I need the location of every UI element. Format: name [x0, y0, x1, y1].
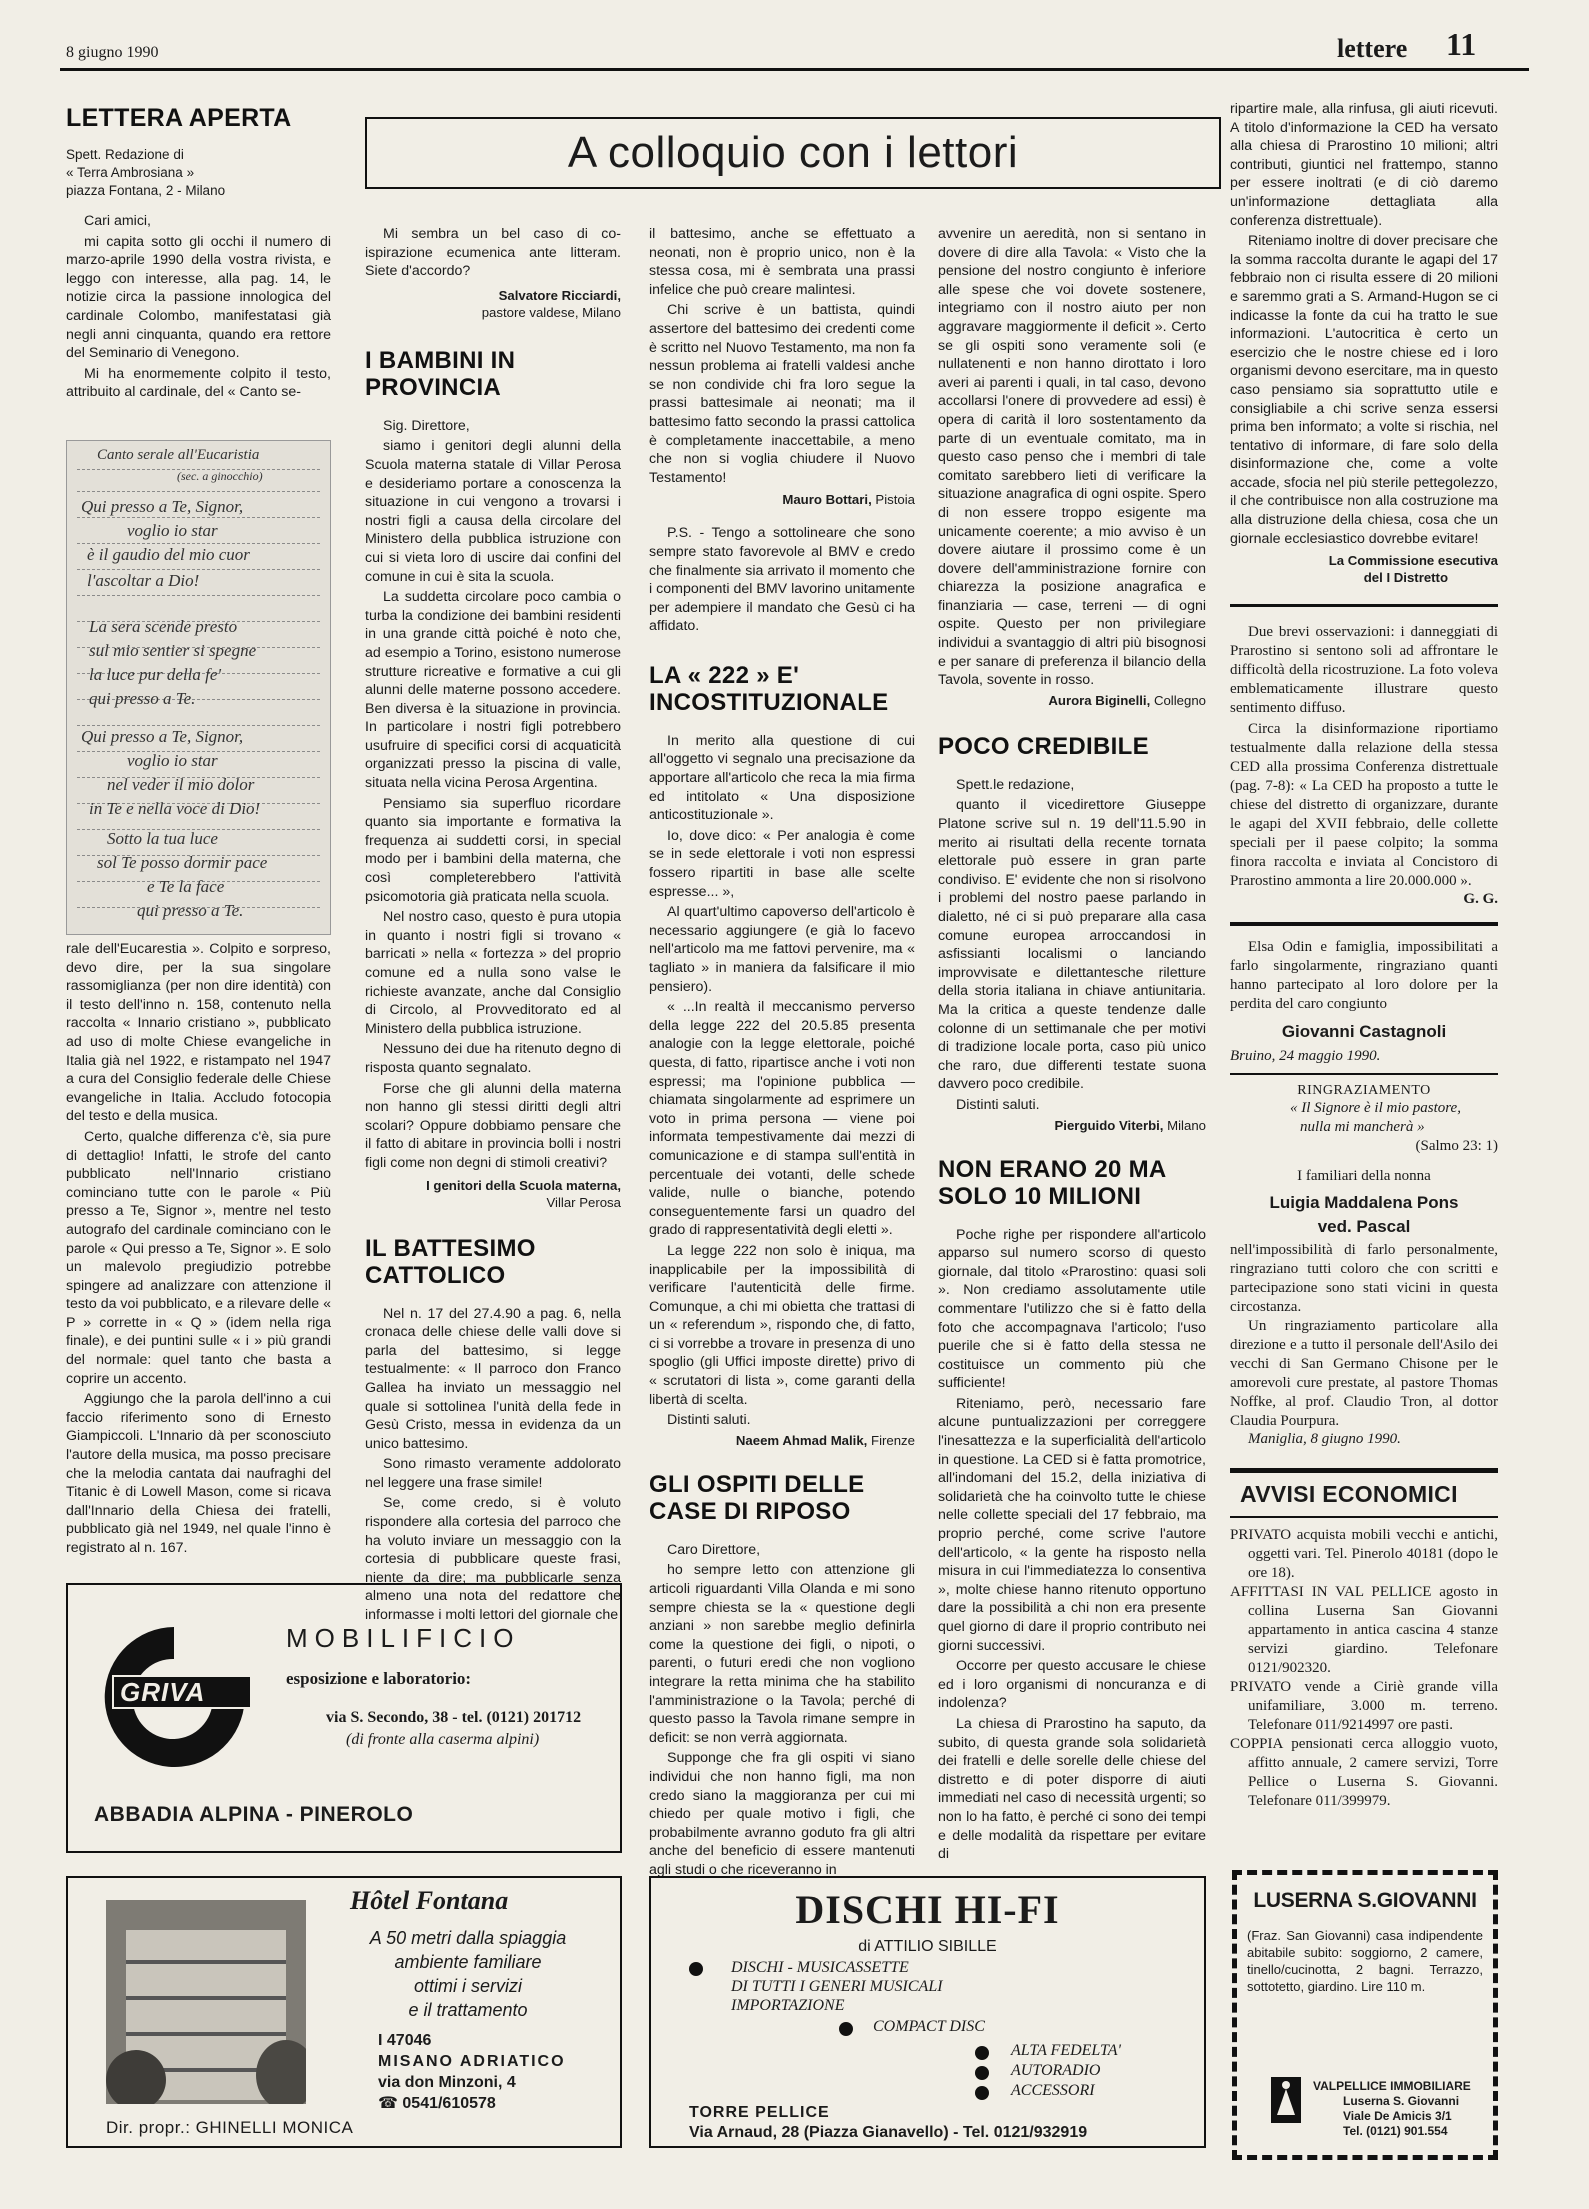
ring-name: ved. Pascal	[1317, 1217, 1411, 1237]
bullet-icon	[975, 2066, 989, 2080]
headline-milioni: NON ERANO 20 MA SOLO 10 MILIONI	[938, 1155, 1166, 1210]
paragraph: In merito alla questione di cui all'oggetto vi segnalo una precisazione da apportare all'articolo che reca la mia firma ed intitolato « Una disposizione anticostituzionale ».	[649, 732, 915, 824]
paragraph: Al quart'ultimo capoverso dell'articolo è necessario aggiungere (e già lo facevo nell'articolo ma me fattovi pervenire, ma « tagliato » in maniera da falsificare il mio pensiero).	[649, 904, 915, 995]
signature-sub: del I Distretto	[1363, 570, 1448, 586]
handwritten-line: La sera scende presto	[89, 617, 238, 636]
divider	[1230, 1468, 1498, 1473]
dischi-items-2	[1011, 2041, 1121, 2101]
bullet-icon	[975, 2046, 989, 2060]
griva-town: ABBADIA ALPINA - PINEROLO	[94, 1803, 414, 1826]
bullet-icon	[839, 2022, 853, 2036]
griva-subtitle: esposizione e laboratorio:	[286, 1669, 472, 1688]
ad-griva	[66, 1583, 622, 1853]
dischi-cd: COMPACT DISC	[873, 2018, 985, 2035]
signature-sub: Villar Perosa	[546, 1194, 621, 1210]
hotel-photo	[106, 1900, 306, 2104]
agency-town: Luserna S. Giovanni	[1343, 2094, 1460, 2108]
header-rule	[60, 68, 1529, 71]
headline-poco-credibile: POCO CREDIBILE	[938, 732, 1149, 760]
handwritten-line: Canto serale all'Eucaristia	[97, 447, 260, 463]
paragraph: Distinti saluti.	[956, 1096, 1040, 1113]
classified-ad: PRIVATO vende a Ciriè grande villa unifamiliare, 3.000 m. terreno. Telefonare 011/9214997 ore pasti.	[1230, 1679, 1498, 1734]
paragraph: Io, dove dico: « Per analogia è come se in sede elettorale i voti non espressi fossero ripartiti in base alle scelte espresse... »,	[649, 827, 915, 900]
paragraph: Riteniamo, però, necessario fare alcune puntualizzazioni per correggere l'inesattezza e la superficialità dell'articolo in questione. La CED si è fatta promotrice, all'indomani del 15.2, della iniziativa di solidarietà che ha coinvolto tutte le chiese nelle collette speciali del 17 febbraio, ma proprio perché, come scrive l'autore dell'articolo, « la gente ha risposto nella misura in cui l'immediatezza lo consentiva », molte chiese hanno ritenuto opportuno dare la possibilità a chi non era presente quel giorno di dare il proprio contributo nei giorni successivi.	[938, 1395, 1206, 1654]
paragraph: Se, come credo, si è voluto rispondere alla cortesia del parroco che ha voluto inviare un messaggio con la cortesia di pubblicare queste frasi, niente da dire; ma pubblicarle senza almeno una nota del redattore che informasse i molti lettori del giornale che	[365, 1495, 621, 1624]
ring-title: RINGRAZIAMENTO	[1297, 1083, 1431, 1099]
paragraph: Forse che gli alunni della materna non hanno gli stessi diritti degli altri scolari? Oppure dobbiamo pensare che il fatto di abitare in provincia bolli i nostri figli come non degni di stimoli creativi?	[365, 1080, 621, 1171]
classified-ad: AFFITTASI IN VAL PELLICE agosto in collina Luserna San Giovanni appartamento in antica cascina 4 stanze servizi giardino. Telefonare 0121/902320.	[1230, 1584, 1498, 1677]
ring-quote: nulla mi mancherà »	[1300, 1119, 1425, 1136]
hotel-line: e il trattamento	[408, 2000, 528, 2020]
griva-logo	[94, 1617, 254, 1767]
paragraph: Nel nostro caso, questo è pura utopia in quanto i nostri figli si trovano « barricati » nella « fortezza » del proprio comune ed a nulla sono valse le richieste avanzate, anche dal Consiglio di Circolo, al Provveditorato ed al Ministero della pubblica istruzione.	[365, 909, 621, 1037]
paragraph: il battesimo, anche se effettuato a neonati, non è proprio unico, non è la stessa cosa, mi è sembrata una prassi infelice che può creare malintesi.	[649, 226, 915, 298]
address-line: Spett. Redazione di	[66, 147, 184, 162]
signature-sub: pastore valdese, Milano	[481, 304, 621, 320]
paragraph: La legge 222 non solo è iniqua, ma inapplicabile per la impossibilità di verificare l'autenticità delle firme. Comunque, a chi mi obietta che trattasi di un « referendum », rispondo che, di fatto, ci si vorrebbe a trovare in presenza di uno spoglio (gli Uffici imposte dirette) privo di « scrutatori di lista », come garanti della libertà di scelta.	[649, 1242, 915, 1408]
column-3	[649, 225, 915, 1882]
letter-body-bottom	[66, 940, 331, 1560]
paragraph: rale dell'Eucarestia ». Colpito e sorpreso, devo dire, per la sua singolare rassomiglianza (per non dire identità) con il testo dell'inno n. 158, contenuto nella raccolta « Innario cristiano », pubblicato ad uso di molte Chiese evangeliche in Italia già nel 1922, e ristampato nel 1947 a cura del Consiglio federale delle Chiese evangeliche in Italia. Accludo fotocopia del testo e della musica.	[66, 941, 331, 1125]
phone-icon: ☎	[378, 2095, 398, 2112]
hotel-phone-row	[378, 2093, 566, 2114]
signature: Salvatore Ricciardi,	[498, 287, 621, 303]
ring-paragraph: nell'impossibilità di farlo personalmente, ringraziano tutti coloro che con scritti e partecipazione sono stati vicini in questa circostanza.	[1230, 1242, 1498, 1316]
classified-ad: PRIVATO acquista mobili vecchi e antichi, oggetti vari. Tel. Pinerolo 40181 (dopo le ore 18).	[1230, 1527, 1498, 1582]
editor-note: Due brevi osservazioni: i danneggiati di Prarostino si sentono soli ad affrontare le difficoltà della ricostruzione. La foto voleva emblematicamente illustrare questo sentimento diffuso.	[1230, 624, 1498, 717]
deceased-name: Giovanni Castagnoli	[1281, 1022, 1447, 1042]
hotel-name: Hôtel Fontana	[350, 1886, 509, 1915]
paragraph: ripartire male, alla rinfusa, gli aiuti ricevuti. A titolo d'informazione la CED ha versato alla chiesa di Prarostino 10 milioni; altri contributi, giuntici nel frattempo, stanno per essere inoltrati (e di ciò daremo un'informazione dettagliata alla conferenza distrettuale).	[1230, 101, 1498, 229]
handwritten-line: nel veder il mio dolor	[107, 775, 255, 794]
signature	[649, 1432, 915, 1449]
page-number: 11	[1446, 26, 1477, 62]
paragraph: Mi ha enormemente colpito il testo, attribuito al cardinale, del « Canto se-	[66, 365, 331, 401]
paragraph: Cari amici,	[84, 213, 152, 229]
headline-bambini: I BAMBINI IN PROVINCIA	[365, 346, 516, 401]
hotel-line: ottimi i servizi	[413, 1976, 522, 1996]
issue-date: 8 giugno 1990	[66, 44, 159, 61]
notice-place-date: Bruino, 24 maggio 1990.	[1230, 1048, 1381, 1065]
paragraph: Supponge che fra gli ospiti vi siano individui che non hanno figli, ma non credo siano la maggioranza per cui mi chiedo per quale motivo i figli, che probabilmente avranno goduto fra gli altri anche del beneficio di essere mantenuti agli studi o che riceveranno in	[649, 1750, 915, 1878]
dischi-items	[731, 1958, 943, 2015]
signature	[649, 491, 915, 508]
hotel-city: MISANO ADRIATICO	[378, 2053, 566, 2070]
editor-signature: G. G.	[1463, 891, 1498, 908]
paragraph: mi capita sotto gli occhi il numero di marzo-aprile 1990 della vostra rivista, e leggo con interesse, alla pag. 14, le notizie circa la passione innologica del cardinale Colombo, manifestatasi già negli anni cinquanta, quando era rettore del Seminario di Venegono.	[66, 233, 331, 362]
handwritten-line: e Te la face	[147, 877, 225, 896]
paragraph: Riteniamo inoltre di dover precisare che la somma raccolta durante le agapi del 17 febbraio non ci risulta essere di 20 milioni e saremmo grati a S. Armand-Hugon se ci indicasse la fonte da cui ha tratto le sue informazioni. L'autocritica è certo un esercizio che le nostre chiese ed i loro organismi devono esercitare, ma in questo caso pensiamo sia soprattutto utile e consigliabile a chi scrive senza essersi prima ben informato; a volte si rischia, nel tentativo di informare, di fare solo della disinformazione che, come a volte accade, sfocia nel più sterile pettegolezzo, il che contribuisce non alla costruzione ma alla distruzione della chiesa, cosa che un giornale ecclesiastico dovrebbe evitare!	[1230, 233, 1498, 547]
column-5	[1230, 100, 1498, 1811]
classified-ad: COPPIA pensionati cerca alloggio vuoto, affitto annuale, 2 camere servizi, Torre Pellice o Luserna S. Giovanni. Telefonare 011/399979.	[1230, 1736, 1498, 1810]
handwritten-line: qui presso a Te.	[89, 689, 196, 708]
paragraph: quanto il vicedirettore Giuseppe Platone scrive sul n. 19 dell'11.5.90 in merito ai risultati della recente tornata elettorale può essere in gran parte condiviso. E' evidente che non si risolvono i problemi del nostro paese parlando in dialetto, né ci si può prepararе alla casa comune europea arroccandosi in asfissianti localismi o lanciando improvvisate e dilettantesche riletture della storia italiana in chiave antiunitaria. Ma la critica a queste tendenze dalle colonne di un settimanale che per motivi di tradizione locale porta, caso più unico che raro, due differenti testate suona davvero poco credibile.	[938, 797, 1206, 1093]
house-logo-icon	[1269, 2075, 1303, 2125]
divider	[1230, 604, 1498, 607]
dischi-item: IMPORTAZIONE	[731, 1997, 845, 2014]
paragraph: Distinti saluti.	[667, 1412, 751, 1429]
luserna-text: (Fraz. San Giovanni) casa indipendente abitabile subito: soggiorno, 2 camere, tinello/cucinotta, 2 bagni. Terrazzo, sottotetto, giardino. Lire 110 m.	[1247, 1928, 1483, 1994]
griva-address: via S. Secondo, 38 - tel. (0121) 201712	[326, 1709, 582, 1726]
dischi-town: TORRE PELLICE	[689, 2104, 830, 2121]
handwritten-line: Qui presso a Te, Signor,	[81, 727, 244, 746]
handwritten-line: voglio io star	[127, 751, 218, 770]
hotel-line: ambiente familiare	[394, 1952, 542, 1972]
paragraph: ho sempre letto con attenzione gli articoli riguardanti Villa Olanda e mi sono sempre chiesta se la « questione degli anziani » non sarebbe meglio definirla come la questione dei figli, o nipoti, o parenti, o futuri eredi che non vogliono integrare la retta minima che ha stabilito l'amministrazione o la Tavola; perché di questo passo la Tavola rimane sempre in deficit: se non verrà aggiornata.	[649, 1562, 915, 1746]
paragraph: Nel n. 17 del 27.4.90 a pag. 6, nella cronaca delle chiese delle valli dove si parla del battesimo, si legge testualmente: « Il parroco don Franco Gallea ha inviato un messaggio nel quale si sottolinea l'unità della fede in Gesù Cristo, messa in evidenza da un unico battesimo.	[365, 1305, 621, 1452]
hotel-line: A 50 metri dalla spiaggia	[369, 1928, 567, 1948]
postscript: P.S. - Tengo a sottolineare che sono sempre stato favorevole al BMV e credo che finalmente sia arrivato il momento che i componenti del BMV lavorino unitamente per adempiere il mandato che Gesù ci ha affidato.	[649, 525, 915, 635]
column-2	[365, 225, 621, 1627]
paragraph: Poche righe per rispondere all'articolo apparso sul numero scorso di questo giornale, dal titolo «Prarostino: quasi soli ». Non crediamo assolutamente utile commentare l'utilizzo che si è fatto della foto che accompagnava l'articolo; l'uso puerile che si è fatto della stessa ne costituisce un commento più che sufficiente!	[938, 1226, 1206, 1392]
hotel-description	[318, 1926, 618, 2022]
paragraph: avvenire un aeredità, non si sentano in dovere di dire alla Tavola: « Visto che la pensione del nostro congiunto è inferiore alle spese che voi dovete sostenere, integriamo con il nostro aiuto per non aggravare maggiormente il deficit ». Certo se gli ospiti sono veramente soli (e nullatenenti e non hanno dirottato i loro averi ai parenti i quali, in tal caso, devono accollarsi l'onere di provvedere ad essi) è opera di carità il loro sostentamento da parte di un eventuale comitato, ma in questo caso penso che i membri di tale comitato sarebbero lieti di verificare la situazione anagrafica di ogni ospite. Spero di non essere troppo esigente ma unicamente coerente; a mio avviso è un dovere aiutare il prossimo come è un dovere dell'amministrazione fornire con chiarezza la posizione anagrafica e finanziaria — case, terreni — di ogni ospite. Questo per non privilegiare individui a svantaggio di altri più bisognosi e per sanare di preferenza il bilancio della Tavola, sovente in rosso.	[938, 226, 1206, 689]
divider	[1230, 922, 1498, 926]
ring-family: I familiari della nonna	[1297, 1168, 1431, 1185]
handwritten-hymn-image	[66, 440, 331, 935]
signature: I genitori della Scuola materna,	[426, 1177, 621, 1193]
handwritten-line: in Te e nella voce di Dio!	[89, 799, 261, 818]
handwritten-line: l'ascoltar a Dio!	[87, 571, 200, 590]
paragraph: Caro Direttore,	[667, 1541, 761, 1558]
signature-place: Collegno	[1153, 692, 1206, 708]
luserna-title: LUSERNA S.GIOVANNI	[1253, 1889, 1477, 1912]
ad-hotel-fontana	[66, 1876, 622, 2148]
paragraph: La chiesa di Prarostino ha saputo, da subito, di questa grande sola solidarietà dei fratelli e delle sorelle delle chiese del distretto e di poter disporre di aiuti immediati nel caso di necessità urgenti; so non lo ha fatto, è perché ci sono dei tempi e delle modalità da rispettare per evitare di	[938, 1715, 1206, 1863]
hotel-address	[378, 2030, 566, 2114]
banner-title: A colloquio con i lettori	[567, 128, 1019, 177]
paragraph: Nessuno dei due ha ritenuto degno di risposta quanto segnalato.	[365, 1041, 621, 1076]
handwritten-line: sol Te posso dormir pace	[97, 853, 268, 872]
hotel-phone: 0541/610578	[402, 2095, 496, 2112]
dischi-title: DISCHI HI-FI	[795, 1887, 1060, 1932]
ring-quote: « Il Signore è il mio pastore,	[1290, 1100, 1461, 1117]
hotel-street: via don Minzoni, 4	[378, 2074, 516, 2091]
thanks-paragraph: Elsa Odin e famiglia, impossibilitati a farlo singolarmente, ringraziano quanti hanno partecipato al loro dolore per la perdita del caro congiunto	[1230, 939, 1498, 1013]
section-banner	[365, 117, 1221, 189]
luserna-agency	[1313, 2079, 1471, 2139]
paragraph: Aggiungo che la parola dell'inno a cui faccio riferimento sono di Ernesto Giampiccoli. L'Innario dà per sconosciuto l'autore della musica, ma posso precisare che la melodia cantata dai naufraghi del Titanic è di Lowell Mason, come si ricava dall'Innario della Chiesa dei fratelli, pubblicato già nel 1949, nel quale l'inno è registrato al n. 167.	[66, 1391, 331, 1556]
signature-place: Pistoia	[875, 492, 915, 508]
paragraph: siamo i genitori degli alunni della Scuola materna statale di Villar Perosa e desideriamo portare a conoscenza la situazione in cui vengono a trovarsi i nostri figli a causa della circolare del Ministero della pubblica istruzione con cui si vieta loro di uscire dai confini del comune in cui è sita la scuola.	[365, 438, 621, 585]
address-line: « Terra Ambrosiana »	[66, 165, 195, 180]
avvisi-title: AVVISI ECONOMICI	[1240, 1481, 1458, 1508]
ring-name: Luigia Maddalena Pons	[1269, 1193, 1459, 1213]
letter-body-top	[66, 212, 331, 402]
agency-street: Viale De Amicis 3/1	[1343, 2109, 1452, 2123]
paragraph: Certo, qualche differenza c'è, sia pure di dettaglio! Infatti, le strofe del canto pubblicato nell'Innario cristiano cominciano tutte con le parole « Più presso a Te, Signor », mentre nel testo autografo del cardinale cominciano con le parole « Qui presso a Te, Signor ». E solo un malevolo pregiudizio potrebbe spingere ad analizzare con attenzione il testo da voi pubblicato, e a rilevare delle « P » corrette in « Q » (idem nella riga finale), e dei puntini sulle « i » più grandi del normale: quel tanto che basta a coprire un accento.	[66, 1128, 331, 1387]
signature	[938, 1117, 1206, 1134]
ad-dischi-hifi	[649, 1876, 1206, 2148]
paragraph: La suddetta circolare poco cambia o turba la condizione dei bambini residenti in una grande città poiché è noto che, ad esempio a Torino, esistono numerose strutture ricreative e formative a cui gli alunni delle materne possono accedere. Ben diversa è la situazione in provincia. In particolare i nostri figli potrebbero usufruire di specifici corsi di acquaticità organizzati presso la piscina di valle, situata nella vicina Perosa Argentina.	[365, 589, 621, 792]
paragraph: Spett.le redazione,	[956, 776, 1075, 793]
section-title: lettere	[1337, 34, 1408, 63]
headline-ospiti: GLI OSPITI DELLE CASE DI RIPOSO	[649, 1470, 865, 1525]
editor-note: Circa la disinformazione riportiamo testualmente dalla relazione della stessa CED alla prossima Conferenza distrettuale (pag. 7-8): « La CED ha proposto a tutte le chiese del distretto di organizzare, durante le agapi del XVII febbraio, delle collette speciali per il paese colpito; la somma finora raccolta e inviata al Concistoro di Prarostino ammonta a lire 20.000.000 ».	[1230, 721, 1498, 890]
column-1	[66, 105, 331, 404]
recipient-address	[66, 146, 331, 200]
handwritten-line: Sotto la tua luce	[107, 829, 218, 848]
signature-name: Mauro Bottari,	[782, 492, 872, 508]
address-line: piazza Fontana, 2 - Milano	[66, 183, 226, 198]
dischi-item: DISCHI - MUSICASSETTE	[731, 1959, 909, 1976]
hotel-zip: I 47046	[378, 2032, 432, 2049]
handwritten-line: voglio io star	[127, 521, 218, 540]
ad-luserna	[1232, 1870, 1498, 2160]
handwritten-line: qui presso a Te.	[137, 901, 244, 920]
signature-name: Pierguido Viterbi,	[1054, 1117, 1164, 1133]
divider	[1230, 1516, 1498, 1518]
bullet-icon	[975, 2086, 989, 2100]
paragraph: « ...In realtà il meccanismo perverso della legge 222 del 20.5.85 presenta analogie con la legge elettorale, poiché questa, di fatto, ripartisce anche i voti non espressi; ma l'opinione pubblica — chiamata singolarmente ad esprimere un voto in prima persona — viene poi informata tempestivamente dai mezzi di comunicazione e di stampa sull'entità in percentuale dei votanti, delle schede valide, nulle o bianche, potendo conseguentemente farsi un quadro del grado di rappresentatività degli eletti ».	[649, 999, 915, 1239]
dischi-address: Via Arnaud, 28 (Piazza Gianavello) - Tel. 0121/932919	[689, 2124, 1088, 2141]
ring-ref: (Salmo 23: 1)	[1415, 1138, 1498, 1155]
signature-name: Naeem Ahmad Malik,	[735, 1432, 868, 1448]
signature-place: Milano	[1167, 1117, 1206, 1133]
dischi-item: ACCESSORI	[1011, 2082, 1095, 2099]
handwritten-line: è il gaudio del mio cuor	[87, 545, 250, 564]
handwritten-line: (sec. a ginocchio)	[177, 469, 263, 483]
griva-note: (di fronte alla caserma alpini)	[346, 1731, 540, 1748]
griva-logo-text: GRIVA	[120, 1677, 206, 1707]
dischi-item: AUTORADIO	[1011, 2062, 1101, 2079]
dischi-item: ALTA FEDELTA'	[1011, 2042, 1121, 2059]
paragraph: Sig. Direttore,	[383, 417, 470, 434]
paragraph: Sono rimasto veramente addolorato nel leggere una frase simile!	[365, 1456, 621, 1491]
bullet-icon	[689, 1962, 703, 1976]
dischi-owner: di ATTILIO SIBILLE	[858, 1938, 997, 1955]
column-4	[938, 225, 1206, 1866]
divider	[1230, 1073, 1498, 1075]
paragraph: Pensiamo sia superfluo ricordare quanto sia importante e formativa la frequenza ai suddetti corsi, in special modo per i bambini della materna, che così completerebbero l'attività psicomotoria già praticata nella scuola.	[365, 795, 621, 905]
agency-name: VALPELLICE IMMOBILIARE	[1313, 2079, 1471, 2093]
paragraph: Occorre per questo accusare le chiese ed i loro organismi di noncuranza e di indolenza?	[938, 1658, 1206, 1712]
agency-tel: Tel. (0121) 901.554	[1343, 2124, 1448, 2138]
headline-battesimo: IL BATTESIMO CATTOLICO	[365, 1234, 536, 1289]
dischi-item: DI TUTTI I GENERI MUSICALI	[731, 1978, 943, 1995]
hotel-owner: Dir. propr.: GHINELLI MONICA	[106, 2118, 354, 2137]
headline-lettera-aperta: LETTERA APERTA	[66, 104, 292, 132]
paragraph: Mi sembra un bel caso di co-ispirazione ecumenica ante litteram. Siete d'accordo?	[365, 226, 621, 280]
ring-place-date: Maniglia, 8 giugno 1990.	[1248, 1431, 1401, 1448]
signature	[938, 692, 1206, 709]
ring-paragraph: Un ringraziamento particolare alla direzione e a tutto il personale dell'Asilo dei vecchi di San Germano Chisone per le amorevoli cure prestate, al pastore Thomas Noffke, al prof. Claudio Tron, al dottor Claudia Pourpura.	[1230, 1318, 1498, 1430]
handwritten-line: sul mio sentier si spegne	[89, 641, 257, 660]
handwritten-line: la luce pur della fe'	[89, 665, 222, 684]
headline-222: LA « 222 » E' INCOSTITUZIONALE	[649, 661, 889, 716]
griva-title: MOBILIFICIO	[286, 1623, 521, 1653]
signature-name: Aurora Biginelli,	[1048, 692, 1151, 708]
signature-place: Firenze	[871, 1432, 915, 1448]
handwritten-line: Qui presso a Te, Signor,	[81, 497, 244, 516]
paragraph: Chi scrive è un battista, quindi assertore del battesimo dei credenti come è scritto nel Nuovo Testamento, ma non fa nessun problema ai fratelli valdesi anche se non condivide chi fra loro segue la prassi battesimale ai neonati; ma il battesimo fatto secondo la prassi cattolica è completamente inaccettabile, a meno che non si voglia chiudere il Nuovo Testamento!	[649, 302, 915, 486]
signature: La Commissione esecutiva	[1328, 553, 1498, 569]
